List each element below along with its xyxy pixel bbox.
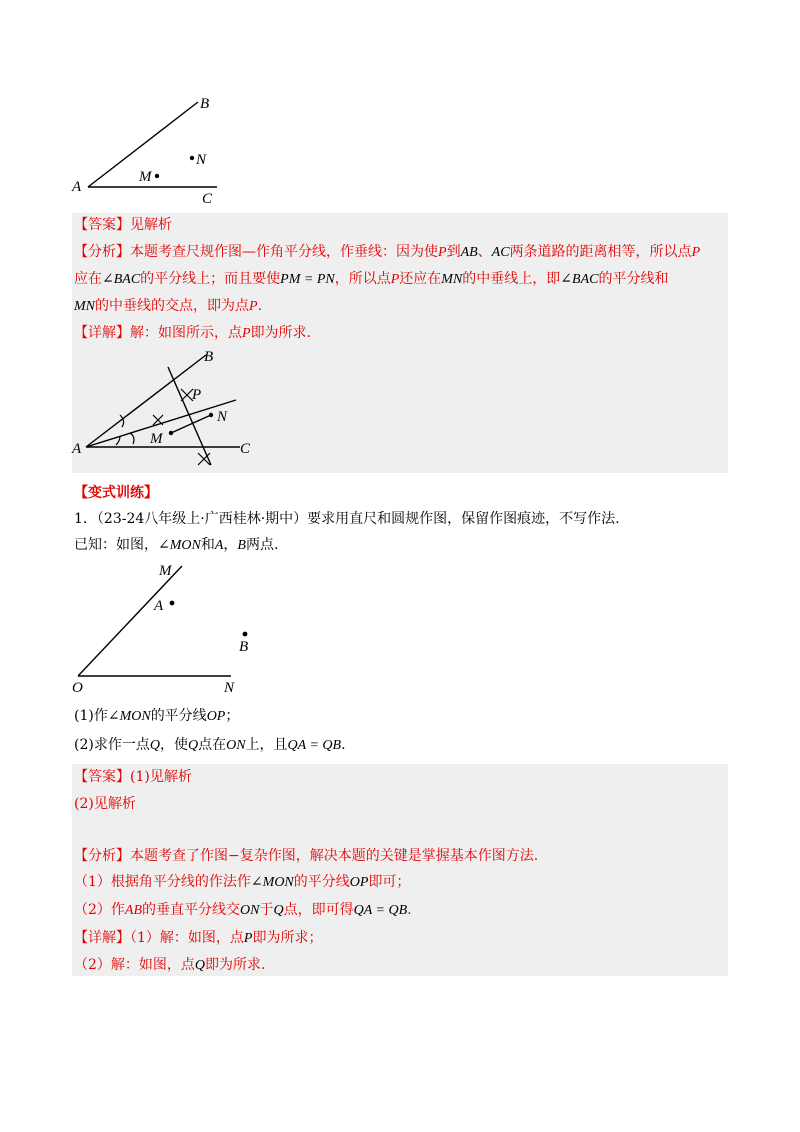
detail2-step-1 [74,928,322,949]
label-m: M [139,169,152,185]
label-m: M [159,563,172,579]
subq-text: ； [225,708,240,724]
analysis-text: 的平分线上；而且要使 [140,271,281,287]
given-text: 已知：如图， [74,537,158,553]
analysis-text: 于 [259,902,274,918]
subquestion-2 [74,735,346,756]
math-on: ON [240,903,260,918]
answer2-line-1 [74,767,192,787]
answer-line-1 [74,215,172,235]
label-n: N [217,409,228,425]
analysis-text: （1）根据角平分线的作法作 [74,874,251,890]
arc-mark [130,433,134,444]
math-p: P [249,299,258,314]
analysis2-step-1 [74,872,410,893]
analysis-text: 的平分线和 [598,271,669,287]
arc-cross [153,415,163,425]
detail-line [74,323,311,344]
answer-text: (1)见解析 [130,769,192,785]
analysis-text: 本题考查了作图−复杂作图，解决本题的关键是掌握基本作图方法. [130,848,539,864]
math-p: P [242,326,251,341]
math-ac: AC [491,245,510,260]
analysis-line-3 [74,296,262,317]
analysis-text: . [257,298,263,314]
math-mn: MN [441,272,463,287]
math-op: OP [349,875,369,890]
analysis-text: 的中垂线上，即 [462,271,561,287]
label-a: A [72,179,82,195]
math-angle-bac: ∠BAC [102,272,141,287]
point-a [170,601,175,606]
analysis2-step-2 [74,900,412,921]
math-qa-eq-qb: QA = QB [287,738,342,753]
math-p: P [243,931,253,946]
detail-text: 即为所求. [250,325,312,341]
label-o: O [72,680,83,696]
math-pm-eq-pn: PM = PN [280,272,335,287]
math-q: Q [187,738,199,753]
subq-text: (2)求作一点 [74,737,150,753]
subq-text: . [341,737,346,753]
question-text: （23-24八年级上·广西桂林·期中）要求用直尺和圆规作图，保留作图痕迹，不写作法. [96,511,620,527]
figure-solution-construction [68,345,268,470]
math-p: P [390,272,400,287]
analysis-text: 还应在 [399,271,442,287]
subq-text: 点在 [198,737,227,753]
math-p: P [691,245,701,260]
ray-om [78,566,182,676]
analysis-text: 的平分线 [293,874,350,890]
label-c: C [240,441,251,457]
analysis-tag: 【分析】 [74,848,130,864]
analysis-text: 的垂直平分线交 [142,902,241,918]
given-line [74,535,278,556]
question-source [74,509,620,529]
answer-text: 见解析 [130,217,172,233]
label-b: B [200,96,210,112]
math-p: P [438,245,447,260]
point-n [209,413,213,417]
analysis-text: 、 [477,244,492,260]
label-m: M [150,431,163,447]
math-op: OP [206,709,226,724]
analysis-text: 点，即可得 [283,902,354,918]
math-qa-eq-qb: QA = QB [353,903,408,918]
math-angle-bac: ∠BAC [560,272,599,287]
given-text: 两点. [245,537,279,553]
math-q: Q [194,958,206,973]
analysis-text: 到 [446,244,461,260]
math-angle-mon: ∠MON [107,709,151,724]
label-n: N [196,152,207,168]
ray-ab [86,355,206,447]
answer2-line-2: (2)见解析 [74,796,136,812]
math-a: A [214,538,224,553]
subq-text: ，使 [159,737,188,753]
point-m [169,431,173,435]
figure-angle-bac [60,90,250,205]
given-text: ， [223,537,238,553]
subquestion-1 [74,706,239,727]
figure-angle-mon [66,558,256,698]
math-q: Q [273,903,284,918]
detail-text: （1）解：如图，点 [130,930,244,946]
analysis-text: 两条道路的距离相等，所以点 [509,244,692,260]
label-a: A [154,598,164,614]
math-ab: AB [460,245,478,260]
analysis-tag: 【分析】 [74,244,130,260]
perpendicular-bisector [168,367,211,465]
label-p: P [192,387,202,403]
question-number: 1． [74,511,97,527]
detail2-step-2 [74,955,266,976]
math-b: B [237,538,246,553]
analysis2-line [74,846,538,866]
label-b: B [204,349,214,365]
math-ab: AB [124,903,143,918]
label-a: A [72,441,82,457]
math-angle-mon: ∠MON [158,538,201,553]
math-on: ON [226,738,246,753]
answer-tag: 【答案】 [74,769,130,785]
label-n: N [224,680,235,696]
detail-tag: 【详解】 [74,930,130,946]
label-c: C [202,191,213,205]
math-q: Q [149,738,160,753]
math-mn: MN [74,299,95,314]
subq-text: (1)作 [74,708,108,724]
detail-text: 解：如图所示，点 [130,325,242,341]
point-m [155,174,159,178]
analysis-text: ，所以点 [334,271,391,287]
variant-heading: 【变式训练】 [74,485,158,501]
math-angle-mon: ∠MON [250,875,294,890]
detail-tag: 【详解】 [74,325,130,341]
analysis-text: . [407,902,412,918]
analysis-line-1 [74,242,700,263]
answer-tag: 【答案】 [74,217,130,233]
detail-text: 即为所求； [252,930,323,946]
analysis-line-2 [74,269,668,290]
analysis-text: 的中垂线的交点，即为点 [95,298,249,314]
detail-text: （2）解：如图，点 [74,957,195,973]
given-text: 和 [200,537,215,553]
point-b [243,632,248,637]
subq-text: 的平分线 [150,708,207,724]
detail-text: 即为所求. [205,957,266,973]
label-b: B [239,639,249,655]
subq-text: 上，且 [245,737,288,753]
analysis-text: 即可； [368,874,411,890]
analysis-text: 应在 [74,271,102,287]
point-n [190,156,194,160]
analysis-text: 本题考查尺规作图—作角平分线，作垂线：因为使 [130,244,438,260]
analysis-text: （2）作 [74,902,125,918]
